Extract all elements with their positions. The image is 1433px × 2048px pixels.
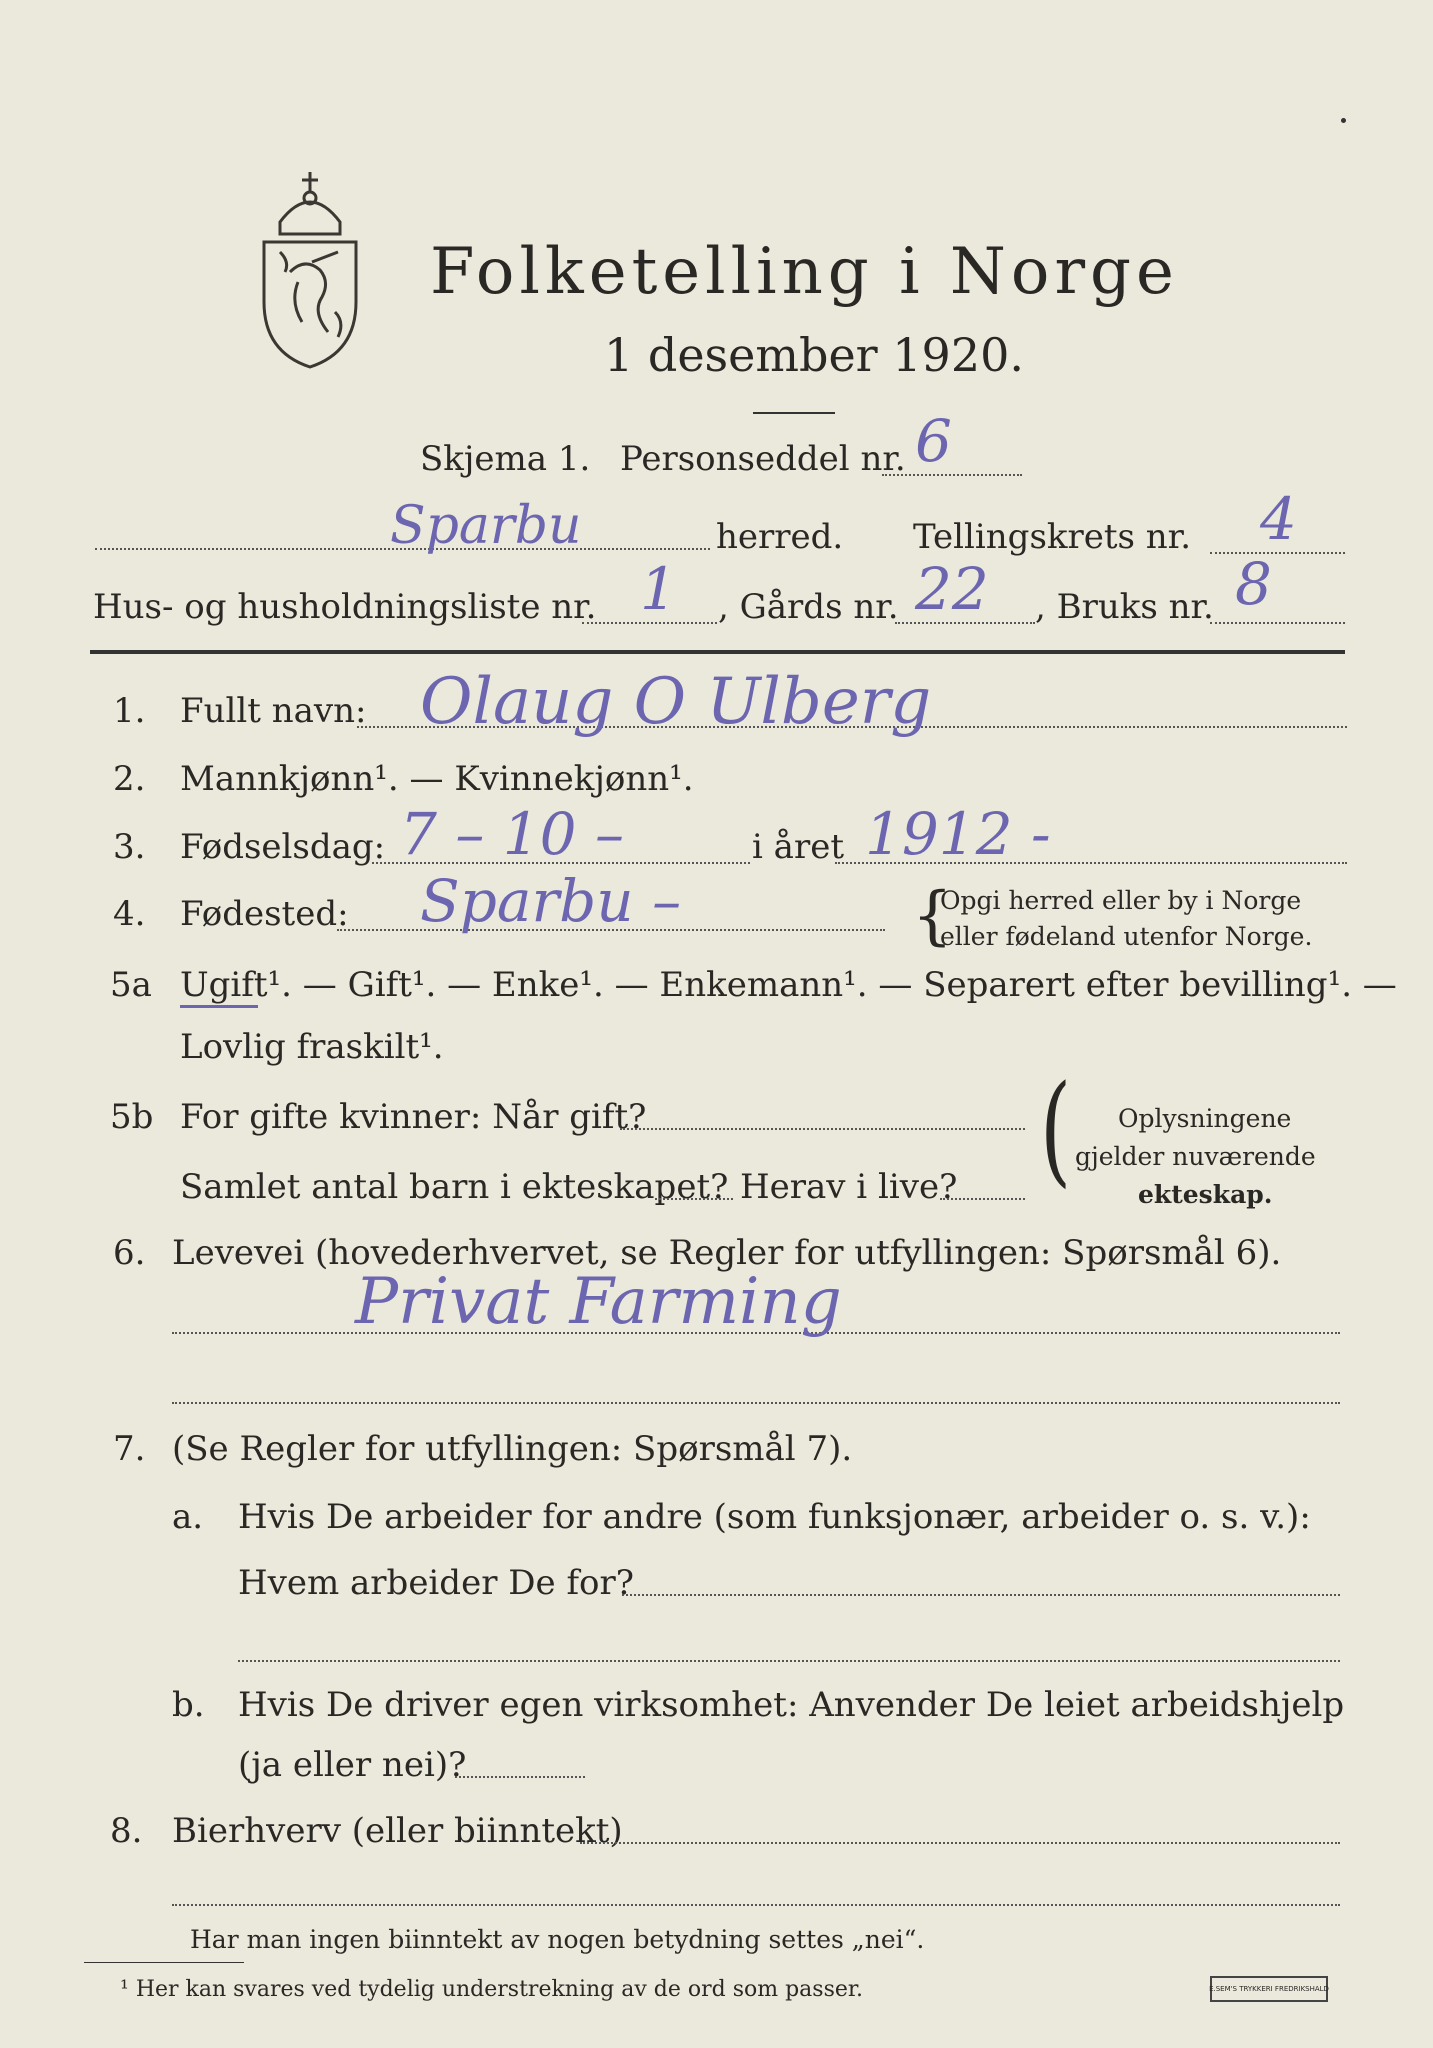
birth-year-value: 1912 - [865, 800, 1051, 868]
q7b-number: b. [172, 1685, 205, 1725]
birthday-value: 7 – 10 – [400, 800, 625, 868]
q5b-line1: For gifte kvinner: Når gift? [180, 1097, 647, 1137]
birthplace-note-line2: eller fødeland utenfor Norge. [940, 922, 1313, 951]
employer-field-2[interactable] [238, 1660, 1340, 1662]
q8-number: 8. [110, 1811, 143, 1851]
q5a-number: 5a [110, 965, 152, 1005]
q6-label: Levevei (hovederhvervet, se Regler for utfyllingen: Spørsmål 6). [172, 1233, 1282, 1273]
q7-number: 7. [113, 1429, 146, 1469]
q5b-number: 5b [110, 1097, 154, 1137]
q4-number: 4. [113, 894, 146, 934]
personseddel-field[interactable] [882, 474, 1022, 476]
marriage-date-field[interactable] [620, 1128, 1025, 1130]
tellingskrets-value: 4 [1260, 485, 1297, 553]
q7b-line2: (ja eller nei)? [238, 1745, 467, 1785]
q8-label: Bierhverv (eller biinntekt) [172, 1811, 623, 1851]
marriage-note-brace: ( [1040, 1059, 1072, 1199]
birthplace-note-brace: { [912, 879, 953, 953]
q7a-line2: Hvem arbeider De for? [238, 1563, 634, 1603]
gards-value: 22 [915, 555, 989, 623]
herred-label: herred. [716, 517, 844, 557]
occupation-field-2[interactable] [172, 1402, 1340, 1404]
birthplace-note-line1: Opgi herred eller by i Norge [940, 886, 1302, 915]
q2-number: 2. [113, 759, 146, 799]
tellingskrets-label: Tellingskrets nr. [913, 517, 1192, 557]
q3-number: 3. [113, 827, 146, 867]
children-total-field[interactable] [655, 1198, 733, 1200]
q5b-line2b: Herav i live? [740, 1167, 958, 1207]
q7a-number: a. [172, 1497, 204, 1537]
q7-label: (Se Regler for utfyllingen: Spørsmål 7). [172, 1429, 853, 1469]
birthplace-value: Sparbu – [420, 867, 682, 935]
bruks-value: 8 [1235, 550, 1272, 618]
q1-label: Fullt navn: [180, 691, 367, 731]
marriage-note-line2: gjelder nuværende [1075, 1142, 1316, 1171]
side-income-field-1[interactable] [580, 1842, 1340, 1844]
title-divider [753, 412, 835, 414]
personseddel-value: 6 [915, 407, 952, 475]
form-date: 1 desember 1920. [604, 328, 1024, 382]
husliste-label: Hus- og husholdningsliste nr. [93, 587, 597, 627]
q7b-line1: Hvis De driver egen virksomhet: Anvender De leiet arbeidshjelp [238, 1685, 1345, 1725]
printer-stamp-text: E.SEM'S TRYKKERI FREDRIKSHALD [1209, 1985, 1329, 1993]
employer-field-1[interactable] [622, 1594, 1340, 1596]
schema-label: Skjema 1. [420, 439, 591, 479]
marriage-note-line3: ekteskap. [1138, 1180, 1273, 1209]
full-name-value: Olaug O Ulberg [420, 665, 932, 739]
q5b-line2: Samlet antal barn i ekteskapet? [180, 1167, 729, 1207]
q2-label: Mannkjønn¹. — Kvinnekjønn¹. [180, 759, 694, 799]
herred-value: Sparbu [390, 496, 582, 556]
side-income-field-2[interactable] [172, 1904, 1340, 1906]
personseddel-label: Personseddel nr. [620, 439, 906, 479]
q4-label: Fødested: [180, 894, 349, 934]
q6-number: 6. [113, 1233, 146, 1273]
q7a-line1: Hvis De arbeider for andre (som funksjonær, arbeider o. s. v.): [238, 1497, 1311, 1537]
ugift-underline [180, 1005, 258, 1008]
occupation-value: Privat Farming [355, 1265, 842, 1339]
q3-label: Fødselsdag: [180, 827, 386, 867]
corner-dot [1341, 118, 1346, 123]
footnote: ¹ Her kan svares ved tydelig understrekning av de ord som passer. [120, 1977, 863, 2002]
q8-note: Har man ingen biinntekt av nogen betydning settes „nei“. [190, 1925, 925, 1954]
q5a-line2: Lovlig fraskilt¹. [180, 1027, 444, 1067]
year-label: i året [752, 827, 844, 867]
children-alive-field[interactable] [940, 1198, 1025, 1200]
hired-help-field[interactable] [455, 1776, 585, 1778]
gards-label: , Gårds nr. [718, 587, 899, 627]
header-divider [90, 650, 1345, 654]
bruks-label: , Bruks nr. [1035, 587, 1214, 627]
printer-stamp [1210, 1976, 1328, 2002]
q5a-line1: Ugift¹. — Gift¹. — Enke¹. — Enkemann¹. — Separert efter bevilling¹. — [180, 965, 1397, 1005]
form-title: Folketelling i Norge [430, 235, 1179, 309]
footnote-divider [84, 1962, 244, 1963]
husliste-value: 1 [640, 555, 677, 623]
q1-number: 1. [113, 691, 146, 731]
norway-coat-of-arms-icon [250, 162, 370, 372]
bruks-field[interactable] [1210, 622, 1345, 624]
marriage-note-line1: Oplysningene [1118, 1104, 1292, 1133]
